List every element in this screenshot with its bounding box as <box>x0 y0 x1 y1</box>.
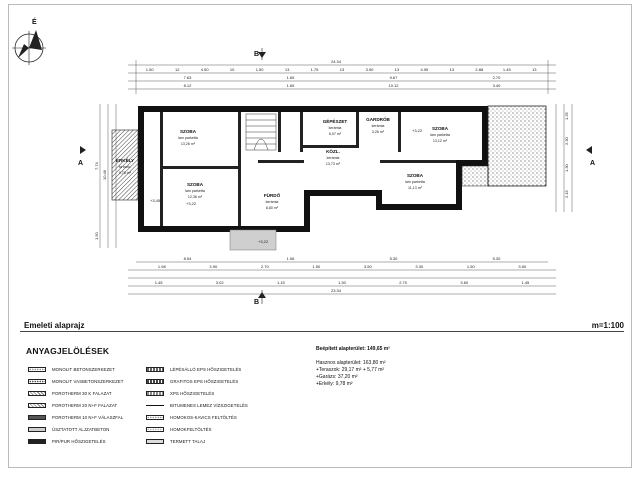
svg-text:kerámia: kerámia <box>371 124 385 128</box>
svg-text:2.15: 2.15 <box>564 190 569 198</box>
svg-text:SZOBA: SZOBA <box>406 173 424 178</box>
dimension-value: 1.50 <box>255 67 264 72</box>
bottom-dim-row-3 <box>155 280 530 285</box>
dimension-value: 13 <box>339 67 345 72</box>
dimension-value: 1.98 <box>157 264 166 269</box>
divider <box>20 331 624 332</box>
room-label-szoba-4 <box>405 173 425 190</box>
legend-label: BITUMENES LEMEZ VÍZSZIGETELÉS <box>170 402 248 408</box>
dimension-value: 1.75 <box>310 67 319 72</box>
dimension-value: 12 <box>174 67 180 72</box>
section-a-right <box>586 146 595 167</box>
svg-text:3,26 m²: 3,26 m² <box>371 130 385 134</box>
legend-swatch-icon <box>28 391 46 396</box>
svg-text:13,26 m²: 13,26 m² <box>180 142 196 146</box>
svg-text:9,78 m²: 9,78 m² <box>118 171 132 175</box>
bottom-dim-row-1 <box>184 256 502 261</box>
svg-text:12,36 m²: 12,36 m² <box>187 195 203 199</box>
svg-text:B: B <box>254 51 260 58</box>
svg-text:GÉPÉSZET: GÉPÉSZET <box>322 119 348 124</box>
svg-text:lam parketta: lam parketta <box>178 136 198 140</box>
svg-text:13,73 m²: 13,73 m² <box>325 162 341 166</box>
garage-area: +Garázs: 37,20 m² <box>316 374 358 380</box>
svg-text:1.30: 1.30 <box>564 164 569 172</box>
dimension-value: 8.12 <box>183 83 192 88</box>
legend-item <box>28 436 106 446</box>
dimension-value: 2.70 <box>492 75 501 80</box>
legend-label: HOMOKOS-KAVICS FELTÖLTÉS <box>170 414 237 420</box>
terrace-fill <box>488 106 546 186</box>
compass-label: É <box>32 19 37 26</box>
dimension-value: 9.67 <box>389 75 398 80</box>
dimension-value: 4.95 <box>420 67 429 72</box>
terrace-area: +Teraszok: 29,17 m² + 5,77 m² <box>316 367 385 373</box>
north-arrow-icon <box>12 17 46 65</box>
dimension-value: 2.70 <box>399 280 407 285</box>
svg-text:8,80 m²: 8,80 m² <box>265 206 279 210</box>
dimension-value: 7.63 <box>183 75 192 80</box>
svg-text:SZOBA: SZOBA <box>179 129 197 134</box>
legend-label: ÚSZTATOTT ALJZATBETON <box>52 426 110 432</box>
level-mark: +3,22 <box>186 201 197 206</box>
legend-item <box>146 412 237 422</box>
legend-item <box>28 388 112 398</box>
svg-text:kerámia: kerámia <box>326 156 340 160</box>
dimension-value: 2.88 <box>475 67 484 72</box>
level-mark: +3,22 <box>258 239 269 244</box>
legend-item <box>146 400 248 410</box>
legend-item <box>146 376 238 386</box>
dimension-value: 13 <box>532 67 537 72</box>
dimension-value: 1.50 <box>466 264 475 269</box>
dimension-value: 3.90 <box>209 264 218 269</box>
balcony-area: +Erkély: 9,78 m² <box>316 381 353 387</box>
legend-swatch-icon <box>146 427 164 432</box>
dimension-value: 13 <box>449 67 455 72</box>
legend-item <box>146 364 241 374</box>
dimension-value: 10 <box>229 67 235 72</box>
legend-label: GRAFITOS EPS HŐSZIGETELÉS <box>170 378 239 384</box>
legend-swatch-icon <box>146 439 164 444</box>
room-label-gardrob <box>366 115 390 134</box>
legend-label: MONOLIT BETONSZERKEZET <box>52 366 115 372</box>
dimension-value: 1.45 <box>521 280 530 285</box>
svg-text:10.46: 10.46 <box>102 169 107 180</box>
svg-text:1.50: 1.50 <box>94 232 99 240</box>
svg-text:A: A <box>78 160 84 167</box>
legend-label: XPS HŐSZIGETELÉS <box>170 390 215 396</box>
legend-label: LÉPÉSÁLLÓ EPS HŐSZIGETELÉS <box>170 366 242 372</box>
dimension-value: 1.65 <box>286 83 295 88</box>
legend-label: MONOLIT VASBETONSZERKEZET <box>52 378 124 384</box>
dimension-value: 4.50 <box>200 67 209 72</box>
svg-text:2.30: 2.30 <box>564 137 569 145</box>
svg-text:kerámia: kerámia <box>328 126 342 130</box>
svg-text:6,07 m²: 6,07 m² <box>328 132 342 136</box>
dimension-value: 1.45 <box>154 280 163 285</box>
dimension-value: 3.50 <box>518 264 527 269</box>
legend-swatch-icon <box>146 403 164 408</box>
legend-swatch-icon <box>146 415 164 420</box>
legend-swatch-icon <box>28 439 46 444</box>
section-b-bottom <box>254 290 266 306</box>
legend-label: PIR/PUR HŐSZIGETELÉS <box>52 438 106 444</box>
svg-text:7.74: 7.74 <box>94 162 99 170</box>
legend-swatch-icon <box>28 427 46 432</box>
dimension-value: 3.50 <box>363 264 372 269</box>
legend-swatch-icon <box>28 379 46 384</box>
dimension-value: 1.30 <box>338 280 346 285</box>
dimension-value: 2.70 <box>260 264 269 269</box>
legend-swatch-icon <box>146 379 164 384</box>
dimension-value: 3.90 <box>365 67 374 72</box>
svg-text:kerámia: kerámia <box>265 200 279 204</box>
legend-swatch-icon <box>146 391 164 396</box>
staircase-icon <box>246 114 276 150</box>
svg-text:A: A <box>590 160 596 167</box>
bottom-dim-row-2 <box>158 264 527 269</box>
svg-text:lam parketta: lam parketta <box>430 133 450 137</box>
plan-title: Emeleti alaprajz <box>24 321 85 330</box>
legend-label: POROTHERM 10 N+F VÁLASZFAL <box>52 414 124 420</box>
bottom-dimensions <box>128 262 556 294</box>
dimension-value: 10.12 <box>388 83 399 88</box>
legend-item <box>28 412 123 422</box>
room-label-szoba-3 <box>430 126 450 143</box>
svg-text:lam parketta: lam parketta <box>405 180 425 184</box>
top-dim-row-3 <box>184 83 502 88</box>
legend-swatch-icon <box>146 367 164 372</box>
dimension-value: 1.50 <box>145 67 154 72</box>
level-mark: +3,22 <box>412 128 423 133</box>
dimension-value: 13 <box>394 67 400 72</box>
room-label-furdo <box>264 192 281 210</box>
svg-text:FÜRDŐ: FÜRDŐ <box>263 193 281 198</box>
legend-swatch-icon <box>28 403 46 408</box>
dimension-value: 1.15 <box>277 280 285 285</box>
room-label-szoba-1 <box>178 129 198 146</box>
top-dim-row-2 <box>184 75 502 80</box>
svg-text:SZOBA: SZOBA <box>431 126 449 131</box>
legend-item <box>28 364 115 374</box>
dimension-value: 8.54 <box>183 256 192 261</box>
entry-slab <box>230 230 276 250</box>
dimension-value: 3.02 <box>215 280 224 285</box>
legend-item <box>146 388 214 398</box>
dimension-value: 1.45 <box>502 67 511 72</box>
legend-label: POROTHERM 20 N+F FALAZAT <box>52 402 118 408</box>
plan-scale: m=1:100 <box>591 321 624 330</box>
section-b-top <box>254 48 266 60</box>
legend-item <box>28 424 110 434</box>
legend-heading: ANYAGJELÖLÉSEK <box>26 346 110 356</box>
svg-text:1.25: 1.25 <box>564 112 569 120</box>
top-total-dim: 24.34 <box>330 59 342 64</box>
level-mark: +3,22 <box>293 159 304 164</box>
dimension-value: 1.56 <box>286 256 295 261</box>
svg-text:fa burk.: fa burk. <box>119 165 131 169</box>
legend-item <box>28 400 117 410</box>
legend-swatch-icon <box>28 367 46 372</box>
section-a-left <box>78 146 86 167</box>
useful-area: Hasznos alapterület: 163,80 m² <box>316 360 386 366</box>
legend-item <box>28 376 124 386</box>
legend-label: TERMETT TALAJ <box>170 438 206 444</box>
svg-text:SZOBA: SZOBA <box>186 182 204 187</box>
building-walls <box>138 106 488 232</box>
svg-text:11,13 m²: 11,13 m² <box>408 186 422 190</box>
svg-text:GARDRÓB: GARDRÓB <box>366 117 390 122</box>
built-area: Beépített alapterület: 149,65 m² <box>316 346 390 352</box>
dimension-value: 5.30 <box>389 256 398 261</box>
room-label-kozl <box>326 148 341 166</box>
svg-text:ERKÉLY: ERKÉLY <box>115 158 135 163</box>
room-label-szoba-2 <box>185 182 205 199</box>
legend-label: HOMOKFELTÖLTÉS <box>170 426 212 432</box>
top-dim-row-1 <box>146 67 537 72</box>
legend-label: POROTHERM 30 K FALAZAT <box>52 390 112 396</box>
dimension-value: 13 <box>284 67 290 72</box>
dimension-value: 3.60 <box>460 280 469 285</box>
dimension-value: 5.30 <box>492 256 501 261</box>
dimension-value: 3.30 <box>415 264 424 269</box>
room-label-gepeszet <box>323 117 348 136</box>
svg-text:KÖZL.: KÖZL. <box>326 149 340 154</box>
legend-item <box>146 436 205 446</box>
level-mark: +3,45 <box>150 198 161 203</box>
svg-text:lam parketta: lam parketta <box>185 189 205 193</box>
bottom-total-dim: 23.34 <box>330 288 342 293</box>
dimension-value: 3.40 <box>492 83 501 88</box>
legend-item <box>146 424 212 434</box>
dimension-value: 1.65 <box>286 75 295 80</box>
dimension-value: 1.50 <box>312 264 321 269</box>
svg-text:B: B <box>254 299 260 306</box>
svg-text:13,12 m²: 13,12 m² <box>432 139 448 143</box>
legend-swatch-icon <box>28 415 46 420</box>
